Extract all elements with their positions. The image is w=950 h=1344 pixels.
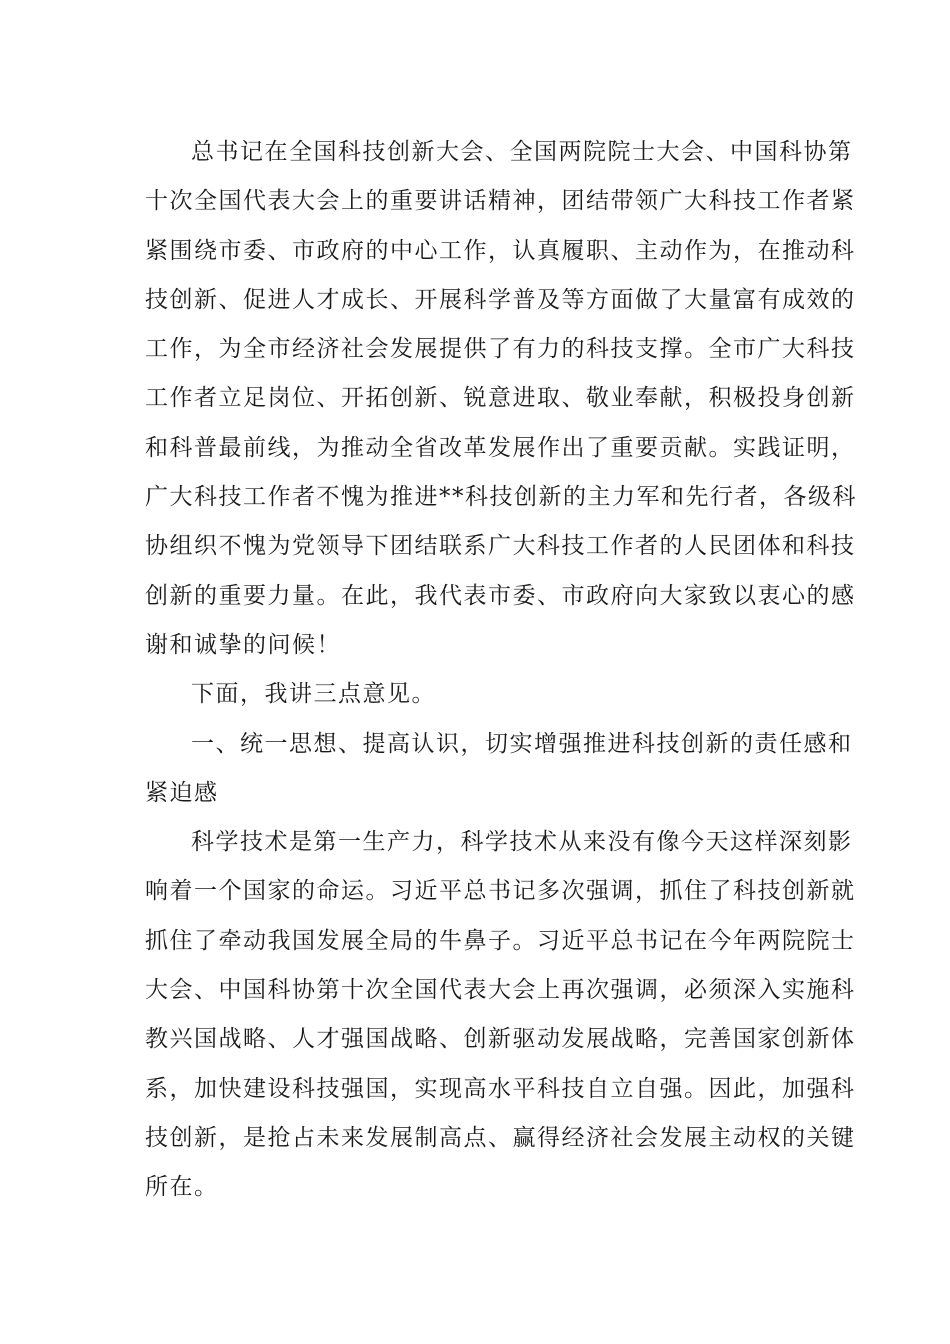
text-line: 抓住了牵动我国发展全局的牛鼻子。习近平总书记在今年两院院士 [145,927,856,954]
paragraph-intro [145,128,857,670]
text-line: 总书记在全国科技创新大会、全国两院院士大会、中国科协第 [191,139,853,165]
text-line: 广大科技工作者不愧为推进**科技创新的主力军和先行者，各级科 [145,484,857,511]
text-line: 技创新，是抢占未来发展制高点、赢得经济社会发展主动权的关键 [145,1124,856,1151]
document-body [145,128,857,1213]
text-line: 系，加快建设科技强国，实现高水平科技自立自强。因此，加强科 [145,1075,856,1102]
text-line: 紧围绕市委、市政府的中心工作，认真履职、主动作为，在推动科 [145,237,856,264]
text-line: 大会、中国科协第十次全国代表大会上再次强调，必须深入实施科 [145,977,856,1004]
paragraph-transition [145,670,807,719]
text-line: 技创新、促进人才成长、开展科学普及等方面做了大量富有成效的 [145,286,856,313]
text-line: 协组织不愧为党领导下团结联系广大科技工作者的人民团体和科技 [145,533,856,560]
text-line: 工作者立足岗位、开拓创新、锐意进取、敬业奉献，积极投身创新 [145,385,856,412]
text-line: 下面，我讲三点意见。 [191,681,436,708]
text-line: 科学技术是第一生产力，科学技术从来没有像今天这样深刻影 [191,829,853,856]
text-line: 一、统一思想、提高认识，切实增强推进科技创新的责任感和 [191,730,853,757]
text-line: 教兴国战略、人才强国战略、创新驱动发展战略，完善国家创新体 [145,1026,856,1053]
text-line: 十次全国代表大会上的重要讲话精神，团结带领广大科技工作者紧 [145,188,856,215]
paragraph-section-1-body [145,818,856,1212]
text-line: 响着一个国家的命运。习近平总书记多次强调，抓住了科技创新就 [145,878,856,905]
text-line: 工作，为全市经济社会发展提供了有力的科技支撑。全市广大科技 [145,336,856,363]
text-line: 和科普最前线，为推动全省改革发展作出了重要贡献。实践证明， [145,434,856,461]
text-line: 谢和诚挚的问候！ [145,631,341,658]
text-line: 所在。 [145,1174,219,1201]
text-line: 创新的重要力量。在此，我代表市委、市政府向大家致以衷心的感 [145,582,856,609]
section-heading-1 [145,720,853,819]
text-line: 紧迫感 [145,779,219,806]
